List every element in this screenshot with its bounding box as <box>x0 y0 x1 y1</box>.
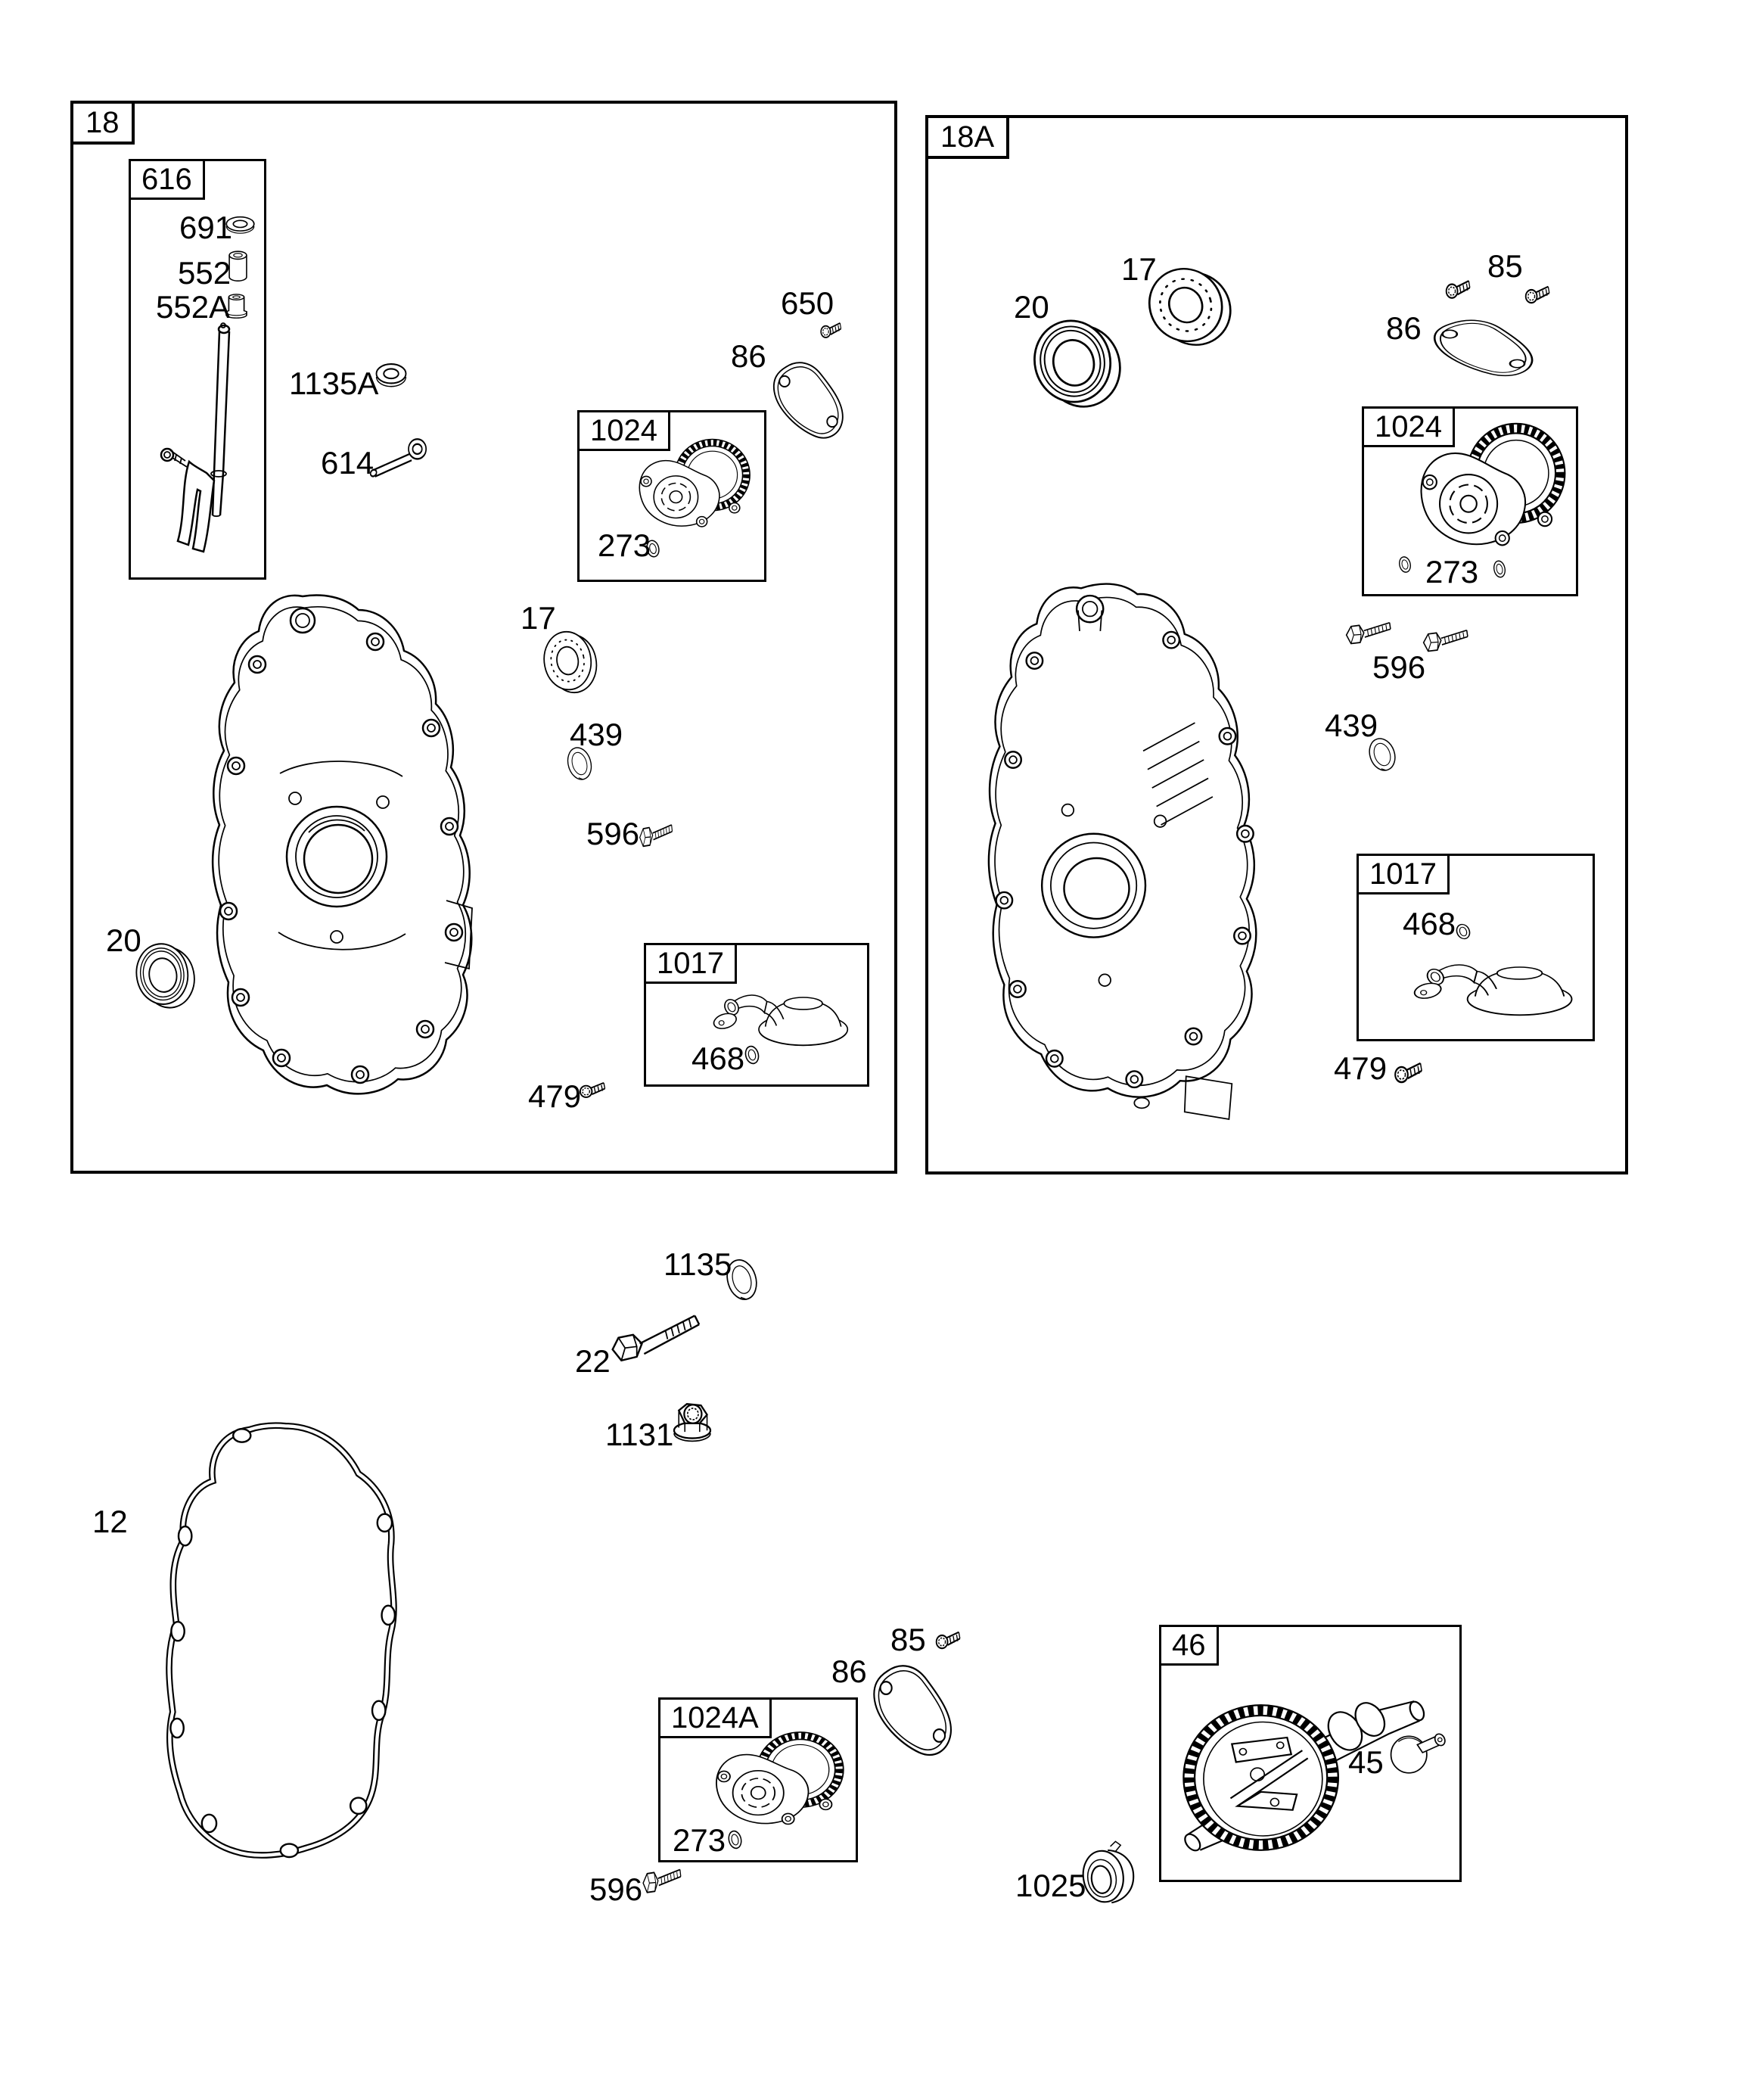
bolt-596-right-1-drawing <box>1344 617 1395 650</box>
bearing-17-left-drawing <box>537 624 601 700</box>
callout-691: 691 <box>179 210 233 245</box>
group-box-1017-right-label: 1017 <box>1357 854 1450 894</box>
callout-273-left: 273 <box>598 527 651 563</box>
callout-1025: 1025 <box>1015 1868 1086 1903</box>
screw-85-bottom-drawing <box>934 1626 964 1654</box>
gasket-12-drawing <box>140 1411 431 1881</box>
cover-plate-86-bottom-drawing <box>863 1656 965 1768</box>
oring-468-left-drawing <box>741 1041 763 1069</box>
callout-273-right: 273 <box>1425 554 1479 590</box>
bolt-596-bottom-drawing <box>641 1863 685 1899</box>
callout-1131: 1131 <box>605 1417 674 1452</box>
callout-17-right: 17 <box>1121 251 1157 287</box>
flange-nut-1131-drawing <box>668 1395 716 1446</box>
group-box-18a-label: 18A <box>925 115 1009 159</box>
oil-pump-1024-right-drawing <box>1411 415 1574 555</box>
oil-seal-20-right-drawing <box>1025 310 1126 416</box>
callout-596-bottom: 596 <box>589 1871 643 1907</box>
callout-22: 22 <box>575 1343 611 1379</box>
group-box-1017-left-label: 1017 <box>644 943 737 984</box>
group-box-1024-right-label: 1024 <box>1362 406 1455 447</box>
oil-pickup-1017-left-drawing <box>700 975 851 1049</box>
screw-85-right-2-drawing <box>1523 281 1553 308</box>
callout-596-right: 596 <box>1372 649 1426 685</box>
screw-479-right-drawing <box>1392 1056 1426 1088</box>
callout-552a: 552A <box>156 289 231 325</box>
callout-552: 552 <box>178 255 232 291</box>
crankcase-cover-right-drawing <box>949 563 1275 1153</box>
screw-85-right-1-drawing <box>1444 275 1474 303</box>
oring-273-right-1-drawing <box>1396 552 1414 577</box>
callout-86-right: 86 <box>1386 310 1422 346</box>
callout-596-left: 596 <box>586 816 640 851</box>
callout-439-left: 439 <box>570 717 623 752</box>
governor-shaft-drawing <box>148 322 246 568</box>
oil-pump-1024-left-drawing <box>632 433 757 534</box>
callout-1135a: 1135A <box>289 366 379 401</box>
cover-plate-86-left-drawing <box>764 354 855 449</box>
callout-86-left: 86 <box>731 338 766 374</box>
callout-273-bottom: 273 <box>673 1822 726 1858</box>
callout-45: 45 <box>1348 1744 1384 1780</box>
callout-20-left: 20 <box>106 922 141 958</box>
callout-1135: 1135 <box>664 1246 732 1282</box>
tappet-45-drawing <box>1387 1724 1447 1778</box>
group-box-616-label: 616 <box>129 159 205 200</box>
callout-468-right: 468 <box>1403 906 1456 941</box>
oil-pickup-1017-right-drawing <box>1398 944 1576 1019</box>
oring-468-right-drawing <box>1453 920 1474 943</box>
group-box-18-label: 18 <box>70 101 135 145</box>
group-box-1024-left-label: 1024 <box>577 410 670 451</box>
oring-273-bottom-drawing <box>725 1826 745 1853</box>
screw-650-drawing <box>819 318 844 342</box>
callout-85-right: 85 <box>1487 248 1523 284</box>
callout-12: 12 <box>92 1504 128 1539</box>
screw-479-left-drawing <box>577 1078 609 1102</box>
group-box-46-label: 46 <box>1159 1625 1219 1666</box>
callout-86-bottom: 86 <box>831 1654 867 1689</box>
cover-plate-86-right-drawing <box>1421 314 1549 384</box>
bolt-596-left-drawing <box>638 819 676 853</box>
bolt-22-drawing <box>605 1286 726 1374</box>
callout-614: 614 <box>321 445 374 481</box>
bolt-596-right-2-drawing <box>1421 624 1472 658</box>
callout-17-left: 17 <box>521 600 556 636</box>
oil-pump-1024a-drawing <box>707 1725 851 1831</box>
callout-85-bottom: 85 <box>890 1622 926 1657</box>
callout-439-right: 439 <box>1325 708 1378 743</box>
callout-650: 650 <box>781 285 834 321</box>
callout-468-left: 468 <box>691 1041 745 1076</box>
callout-20-right: 20 <box>1014 289 1049 325</box>
oring-273-right-2-drawing <box>1490 556 1509 582</box>
crankcase-cover-left-drawing <box>182 575 484 1135</box>
callout-479-left: 479 <box>528 1078 582 1114</box>
callout-479-right: 479 <box>1334 1050 1388 1086</box>
group-box-1024a-label: 1024A <box>658 1697 772 1738</box>
